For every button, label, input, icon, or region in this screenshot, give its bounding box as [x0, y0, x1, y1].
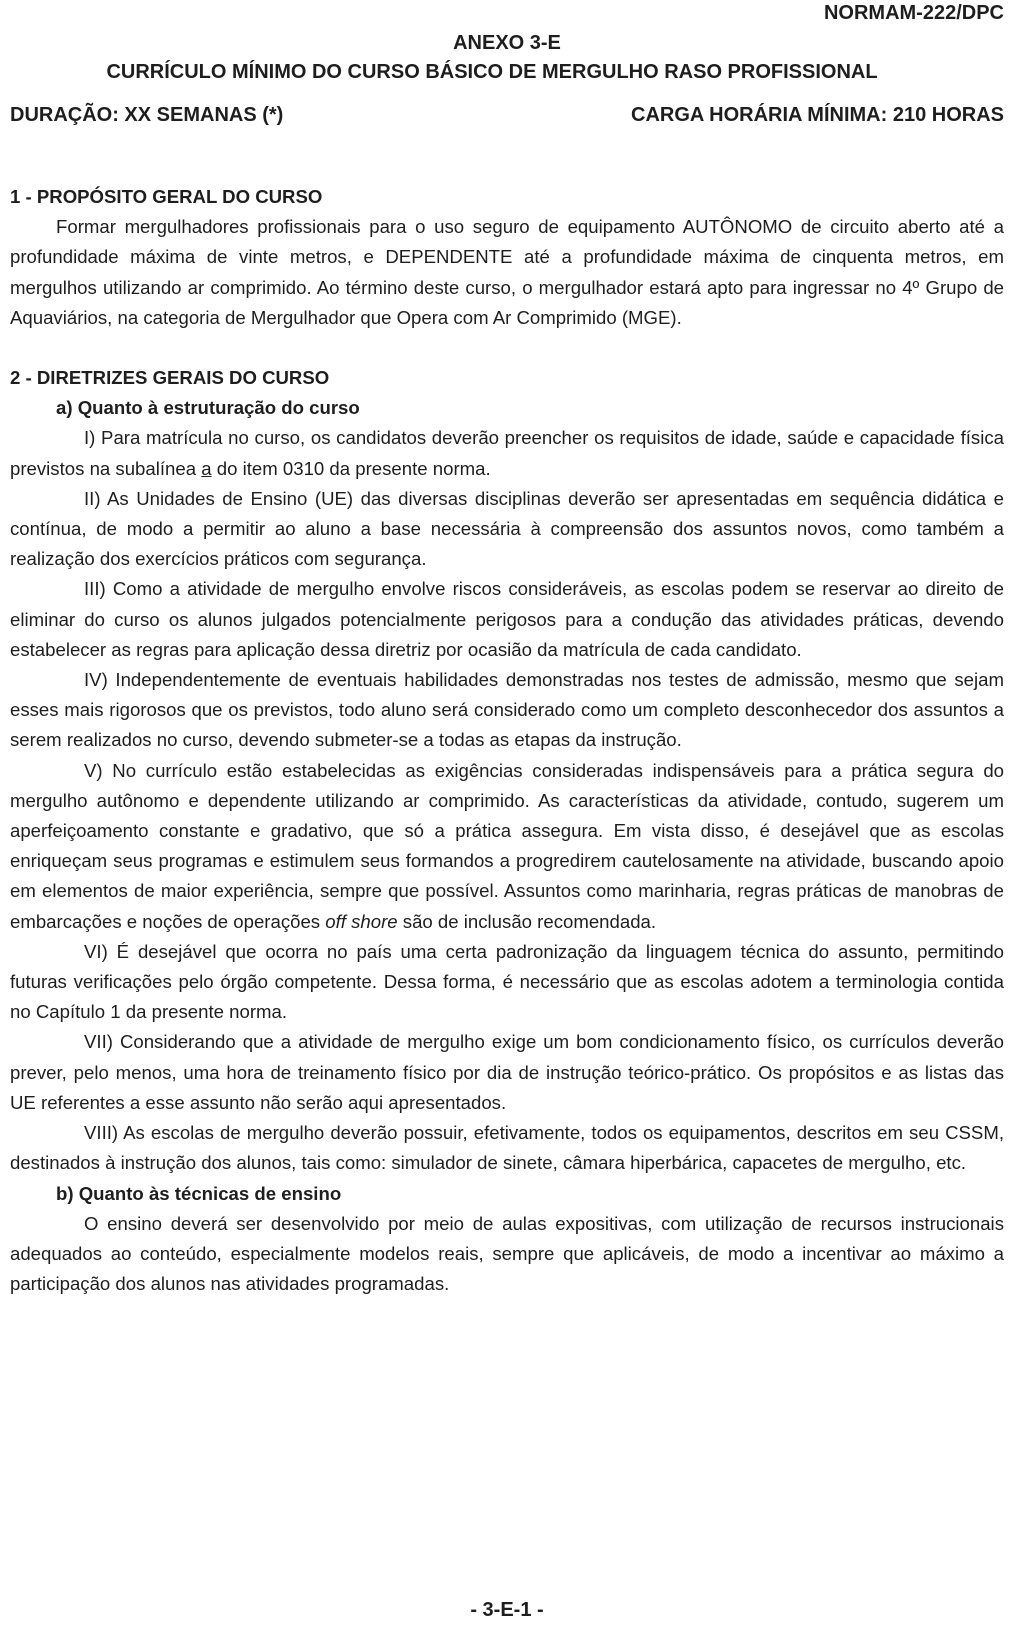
section-2-heading: 2 - DIRETRIZES GERAIS DO CURSO: [10, 367, 330, 389]
item-1-text-start: I) Para matrícula no curso, os candidatos deverão preencher os requisitos de idade, saúde e capacidade física previstos na subalínea: [10, 427, 1004, 479]
item-4-paragraph: IV) Independentemente de eventuais habilidades demonstradas nos testes de admissão, mesmo que sejam esses mais rigorosos que os previstos, todo aluno será considerado como um completo desconhecedor dos assuntos a serem realizados no curso, devendo submeter-se a todas as etapas da instrução.: [10, 669, 1004, 751]
subsection-b-paragraph: O ensino deverá ser desenvolvido por meio de aulas expositivas, com utilização de recursos instrucionais adequados ao conteúdo, especialmente modelos reais, sempre que aplicáveis, de modo a incentivar ao máximo a participação dos alunos nas atividades programadas.: [10, 1212, 1004, 1295]
document-page: [10, 0, 1004, 1644]
subsection-b-heading: b) Quanto às técnicas de ensino: [56, 1182, 342, 1204]
item-5-text-start: V) No currículo estão estabelecidas as exigências consideradas indispensáveis para a prática segura do mergulho autônomo e dependente utilizando ar comprimido. As características da atividade, contudo, sugerem um aperfeiçoamento constante e gradativo, que só a prática assegura. Em vista disso, é desejável que as escolas enriqueçam seus programas e estimulem seus formandos a progredirem cautelosamente na atividade, buscando apoio em elementos de maior experiência, sempre que possível. Assuntos como marinharia, regras práticas de manobras de embarcações e noções de operações: [10, 759, 1004, 932]
minimum-workload: CARGA HORÁRIA MÍNIMA: 210 HORAS: [631, 104, 1004, 126]
item-6-paragraph: VI) É desejável que ocorra no país uma certa padronização da linguagem técnica do assunto, permitindo futuras verificações pelo órgão competente. Dessa forma, é necessário que as escolas adotem a terminologia contida no Capítulo 1 da presente norma.: [10, 940, 1004, 1023]
section-1-heading: 1 - PROPÓSITO GERAL DO CURSO: [10, 186, 323, 207]
item-7-paragraph: VII) Considerando que a atividade de mergulho exige um bom condicionamento físico, os currículos deverão prever, pelo menos, uma hora de treinamento físico por dia de instrução teórico-prático. Os propósitos e as listas das UE referentes a esse assunto não serão aqui apresentados.: [10, 1031, 1004, 1113]
document-body: [10, 182, 1004, 1299]
curriculum-title: CURRÍCULO MÍNIMO DO CURSO BÁSICO DE MERGULHO RASO PROFISSIONAL: [106, 61, 878, 83]
item-5-text-end: são de inclusão recomendada.: [397, 910, 657, 932]
item-5-italic-term: off shore: [325, 910, 398, 932]
item-1-paragraph: [10, 423, 1004, 483]
course-duration: DURAÇÃO: XX SEMANAS (*): [10, 104, 284, 126]
item-2-paragraph: II) As Unidades de Ensino (UE) das diversas disciplinas deverão ser apresentadas em sequência didática e contínua, de modo a permitir ao aluno a base necessária à compreensão dos assuntos novos, como também a realização dos exercícios práticos com segurança.: [10, 487, 1004, 570]
item-3-paragraph: III) Como a atividade de mergulho envolve riscos consideráveis, as escolas podem se reservar ao direito de eliminar do curso os alunos julgados potencialmente perigosos para a condução das atividades práticas, devendo estabelecer as regras para aplicação dessa diretriz por ocasião da matrícula de cada candidato.: [10, 578, 1004, 660]
annex-title: ANEXO 3-E: [453, 32, 561, 54]
item-5-paragraph: [10, 756, 1004, 937]
item-1-underlined-letter: a: [201, 457, 212, 479]
section-1-paragraph: Formar mergulhadores profissionais para o uso seguro de equipamento AUTÔNOMO de circuito aberto até a profundidade máxima de vinte metros, e DEPENDENTE até a profundidade máxima de cinquenta metros, em mergulhos utilizando ar comprimido. Ao término deste curso, o mergulhador estará apto para ingressar no 4º Grupo de Aquaviários, na categoria de Mergulhador que Opera com Ar Comprimido (MGE).: [10, 216, 1004, 328]
item-1-text-end: do item 0310 da presente norma.: [211, 457, 491, 479]
item-8-paragraph: VIII) As escolas de mergulho deverão possuir, efetivamente, todos os equipamentos, descritos em seu CSSM, destinados à instrução dos alunos, tais como: simulador de sinete, câmara hiperbárica, capacetes de mergulho, etc.: [10, 1122, 1004, 1174]
page-number: - 3-E-1 -: [470, 1599, 544, 1621]
subsection-a-heading: a) Quanto à estruturação do curso: [56, 397, 360, 419]
document-code: NORMAM-222/DPC: [823, 2, 1004, 24]
